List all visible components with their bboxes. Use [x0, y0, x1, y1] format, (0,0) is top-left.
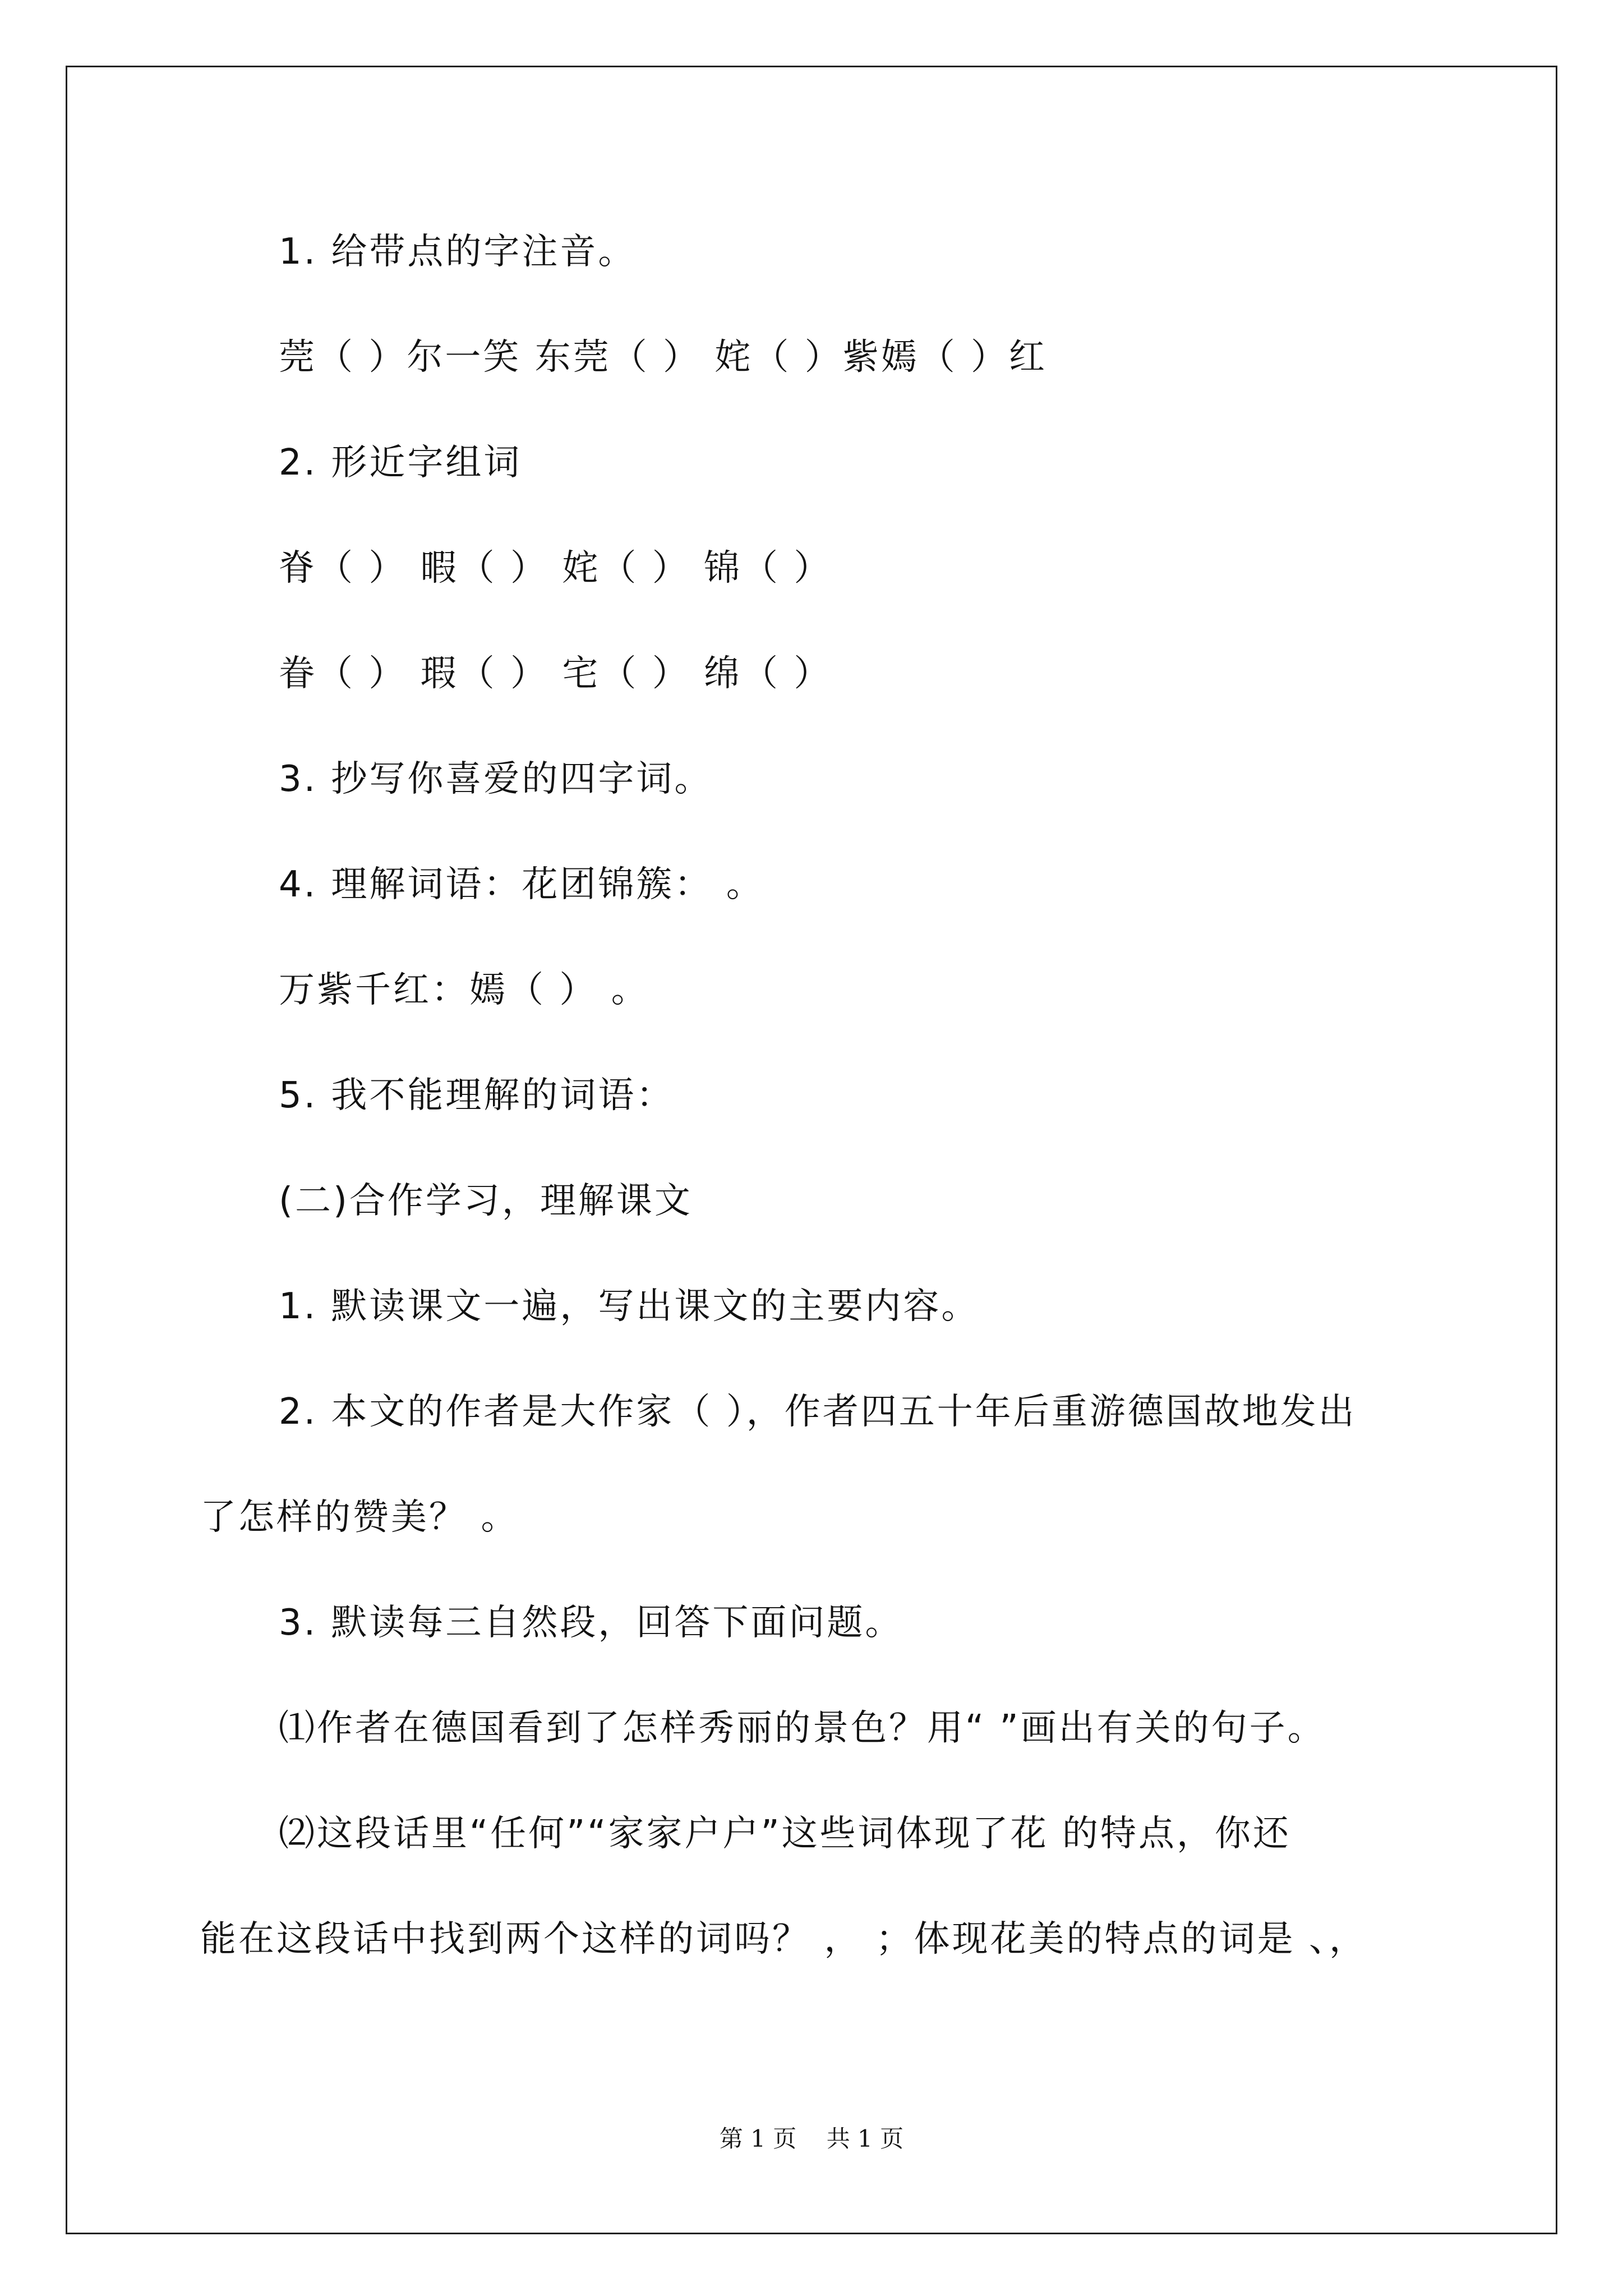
similar-chars-row-2: 眷（ ） 瑕（ ） 宅（ ） 绵（ ） [279, 653, 832, 694]
section-heading-cooperative-study: (二)合作学习，理解课文 [279, 1180, 693, 1222]
question-4-understand-words: 4. 理解词语：花团锦簇： 。 [279, 864, 764, 905]
question-3-copy-words: 3. 抄写你喜爱的四字词。 [279, 758, 713, 800]
sub-question-2-continued: 能在这段话中找到两个这样的词吗？ ， ；体现花美的特点的词是 、， [200, 1918, 1368, 1960]
question-1-annotate: 1. 给带点的字注音。 [279, 231, 637, 273]
study-question-1: 1. 默读课文一遍，写出课文的主要内容。 [279, 1286, 980, 1327]
similar-chars-row-1: 脊（ ） 暇（ ） 姹（ ） 锦（ ） [279, 547, 832, 589]
question-5-unknown-words: 5. 我不能理解的词语： [279, 1075, 675, 1116]
study-question-3: 3. 默读每三自然段，回答下面问题。 [279, 1602, 903, 1644]
word-explain-line: 万紫千红：嫣（ ） 。 [279, 969, 649, 1011]
sub-question-1: ⑴作者在德国看到了怎样秀丽的景色？用“ ”画出有关的句子。 [279, 1708, 1326, 1749]
study-question-2: 2. 本文的作者是大作家（ ），作者四五十年后重游德国故地发出 [279, 1391, 1357, 1433]
study-question-2-continued: 了怎样的赞美？ 。 [200, 1497, 519, 1538]
pinyin-items: 莞（ ）尔一笑 东莞（ ） 姹（ ）紫嫣（ ）红 [279, 337, 1048, 378]
page-border [66, 66, 1557, 2234]
sub-question-2: ⑵这段话里“任何”“家家户户”这些词体现了花 的特点，你还 [279, 1813, 1291, 1855]
question-2-similar-chars: 2. 形近字组词 [279, 442, 522, 484]
page-footer: 第 1 页 共 1 页 [719, 2125, 904, 2152]
